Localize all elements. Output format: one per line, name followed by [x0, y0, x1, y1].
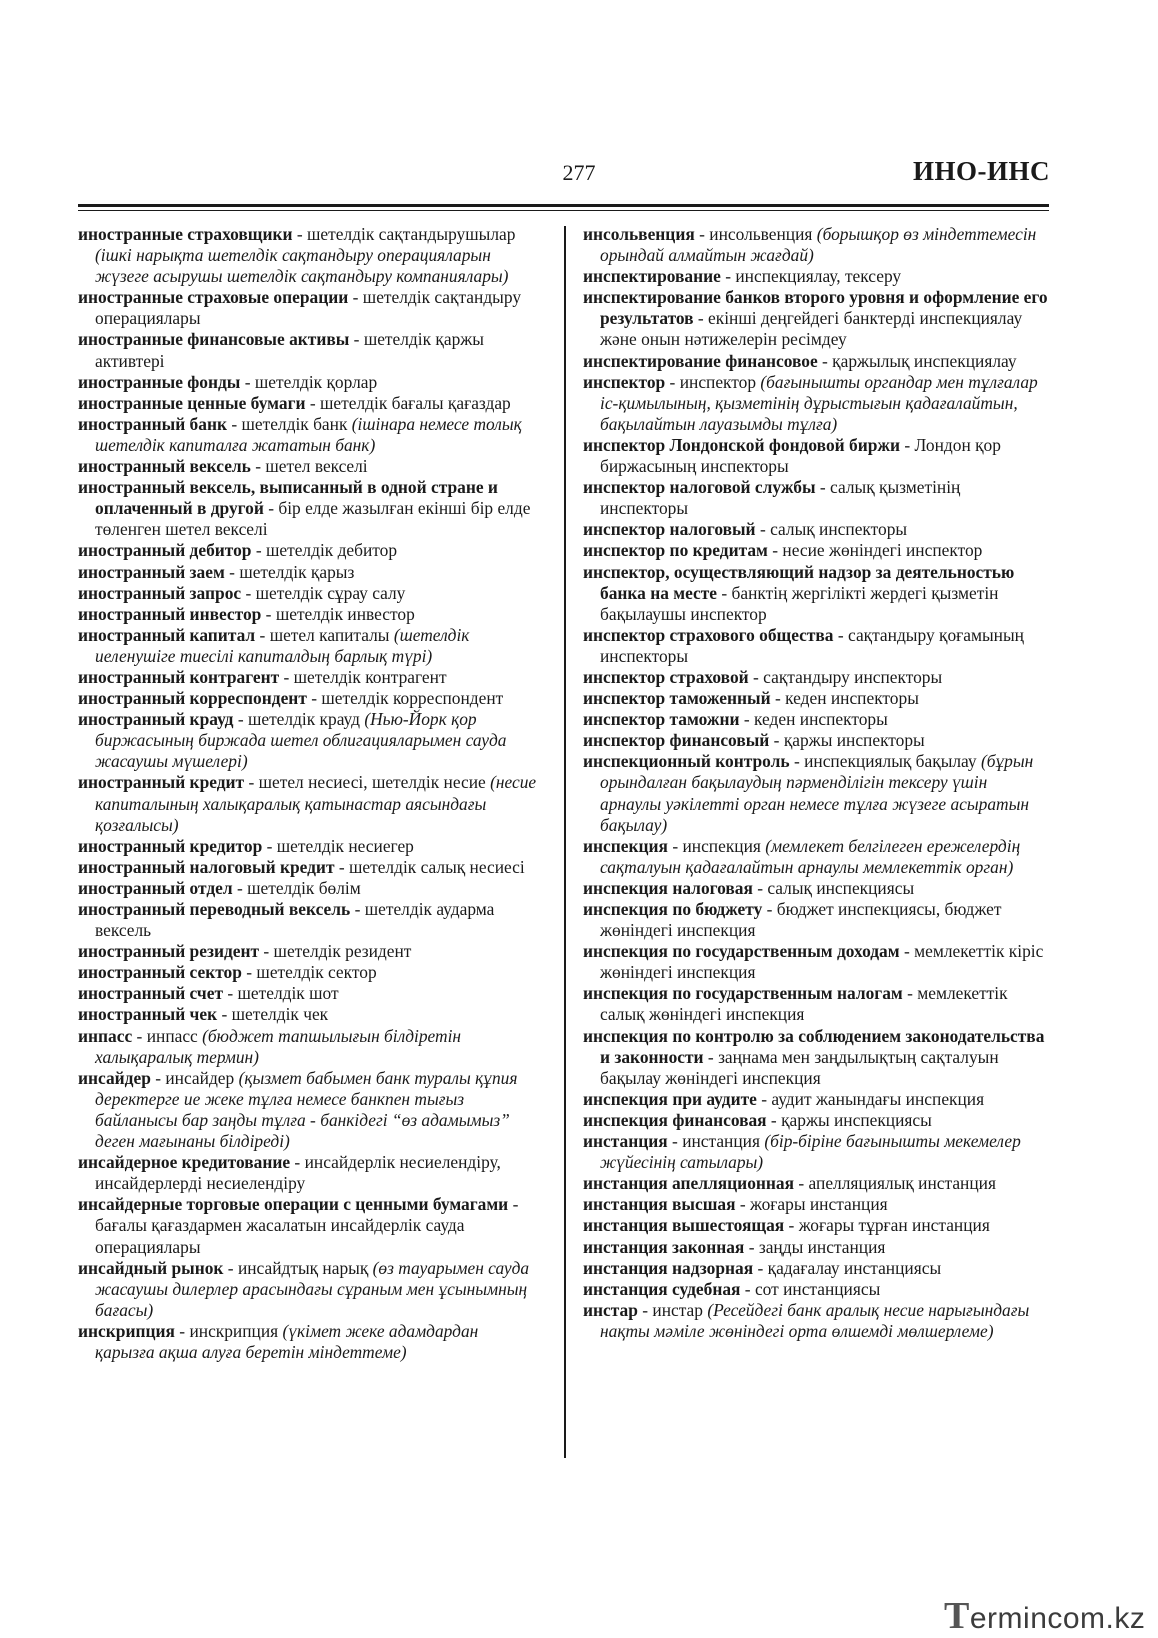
entry-term: иностранный сектор — [78, 962, 242, 983]
dictionary-entry — [78, 772, 542, 835]
entry-separator: - — [150, 1067, 166, 1088]
header-rule-thin — [78, 210, 1049, 211]
dictionary-entry — [78, 1068, 542, 1152]
entry-note: (үкімет жеке адамдардан қарызға ақша алуға беретін міндеттеме) — [95, 1320, 479, 1362]
entry-term: инспектирование — [583, 266, 721, 287]
entry-translation: шетелдік резидент — [273, 941, 412, 962]
entry-separator: - — [740, 1278, 755, 1299]
entry-separator: - — [784, 1215, 799, 1236]
entry-translation: шетелдік қорлар — [254, 371, 378, 392]
entry-separator: - — [241, 962, 257, 983]
entry-term: иностранный счет — [78, 983, 224, 1004]
dictionary-entry — [583, 709, 1049, 730]
entry-term: инсольвенция — [583, 224, 695, 244]
entry-separator: - — [667, 1131, 683, 1152]
entry-note: (Нью-Йорк қор биржасының биржада шетел облигацияларымен сауда жасаушы мүшелері) — [95, 709, 507, 772]
entry-separator: - — [902, 983, 918, 1004]
dictionary-entry — [583, 730, 1049, 751]
entry-separator: - — [753, 1257, 768, 1278]
entry-term: иностранный кредитор — [78, 835, 263, 856]
entry-separator: - — [223, 1257, 238, 1278]
entry-separator: - — [817, 350, 833, 371]
page-number: 277 — [562, 160, 596, 185]
dictionary-entry — [583, 688, 1049, 709]
entry-translation: шетелдік банк — [241, 413, 352, 434]
entry-translation: заңнама мен заңдылықтың сақталуын бақылау жөніндегі инспекция — [600, 1046, 999, 1088]
entry-separator: - — [767, 540, 783, 561]
entry-separator: - — [261, 603, 276, 624]
entry-separator: - — [665, 371, 680, 392]
dictionary-entry — [583, 625, 1049, 667]
dictionary-entry — [78, 224, 542, 287]
column-divider — [564, 226, 566, 1458]
entry-separator: - — [348, 287, 363, 308]
dictionary-entry — [78, 1004, 542, 1025]
entry-separator: - — [305, 392, 321, 413]
entry-translation: бюджет инспекциясы, бюджет жөніндегі инспекция — [600, 899, 1002, 941]
entry-separator: - — [637, 1299, 653, 1320]
dictionary-entry — [583, 899, 1049, 941]
entry-note: (ішкі нарықта шетелдік сақтандыру операцияларын жүзеге асырушы шетелдік сақтандыру компаниялары) — [95, 245, 509, 287]
entry-separator: - — [508, 1194, 519, 1215]
entry-translation: шетелдік бөлім — [247, 877, 361, 898]
entry-term: иностранные фонды — [78, 371, 241, 392]
entry-translation: шетелдік сақтандырушылар — [307, 224, 516, 244]
dictionary-entry — [78, 941, 542, 962]
entry-separator: - — [752, 877, 768, 898]
entry-term: иностранный отдел — [78, 877, 233, 898]
entry-translation: инстар — [652, 1299, 708, 1320]
entry-separator: - — [900, 434, 915, 455]
entry-term: инспектор налоговой службы — [583, 477, 816, 498]
entry-separator: - — [263, 498, 279, 519]
dictionary-entry — [583, 1258, 1049, 1279]
dictionary-entry — [78, 456, 542, 477]
entry-note: (қызмет бабымен банк туралы құпия деректерге ие жеке тұлға немесе банкпен тығыз байланысы бар заңды тұлға - банкідегі “өз адамымыз” деген мағынаны білдіреді) — [95, 1067, 518, 1152]
entry-term: инспекция при аудите — [583, 1088, 757, 1109]
entry-term: инспекция по государственным налогам — [583, 983, 903, 1004]
entry-translation: инпасс — [146, 1025, 203, 1046]
entry-translation: Лондон қор биржасының инспекторы — [600, 434, 1001, 477]
dictionary-entry — [583, 477, 1049, 519]
dictionary-entry — [583, 224, 1049, 266]
entry-separator: - — [769, 730, 784, 751]
entry-translation: салық қызметінің инспекторы — [600, 477, 961, 519]
entry-separator: - — [794, 1173, 809, 1194]
dictionary-entry — [78, 540, 542, 561]
entry-separator: - — [244, 772, 259, 793]
entry-term: иностранные страховщики — [78, 224, 293, 244]
dictionary-entry — [78, 983, 542, 1004]
dictionary-entry — [583, 1215, 1049, 1236]
entry-note: (шетелдік иеленушіге тиесілі капиталдың барлық түрі) — [95, 624, 470, 666]
entry-separator: - — [279, 666, 294, 687]
entry-translation: жоғары тұрған инстанция — [798, 1215, 990, 1236]
entry-separator: - — [899, 941, 915, 962]
entry-term: иностранный корреспондент — [78, 688, 307, 709]
entry-term: иностранный контрагент — [78, 666, 280, 687]
dictionary-entry — [583, 540, 1049, 561]
dictionary-entry — [78, 329, 542, 371]
dictionary-entry — [78, 287, 542, 329]
entry-note: (өз тауарымен сауда жасаушы дилерлер арасындағы сұраным мен ұсынымның бағасы) — [95, 1257, 530, 1320]
entry-translation: инсольвенция — [709, 224, 817, 244]
entry-term: иностранный крауд — [78, 709, 234, 730]
dictionary-entry — [78, 372, 542, 393]
entry-separator: - — [770, 688, 786, 709]
entry-term: инсайдерные торговые операции с ценными бумагами — [78, 1194, 509, 1215]
entry-translation: апелляциялық инстанция — [808, 1173, 996, 1194]
entry-translation: шетелдік қарыз — [239, 561, 355, 582]
entry-term: инспектор — [583, 371, 666, 392]
entry-separator: - — [766, 1109, 782, 1130]
dictionary-entry — [78, 562, 542, 583]
entry-term: инскрипция — [78, 1320, 175, 1341]
entry-term: инспектирование банков второго уровня и оформление его результатов — [583, 287, 1048, 329]
entry-translation: қадағалау инстанциясы — [767, 1257, 942, 1278]
entry-term: инспекция — [583, 835, 668, 856]
entry-term: инспектор налоговый — [583, 519, 756, 540]
entry-translation: инспекциялық бақылау — [804, 751, 981, 772]
dictionary-entry — [78, 857, 542, 878]
entry-separator: - — [762, 899, 777, 919]
entry-translation: екінші деңгейдегі банктерді инспекциялау және онын нәтижелерін ресімдеу — [600, 308, 1023, 350]
entry-note: (ішінара немесе толық шетелдік капиталға жататын банк) — [95, 413, 522, 455]
entry-separator: - — [739, 709, 755, 730]
entry-separator: - — [694, 224, 710, 244]
dictionary-entry — [583, 435, 1049, 477]
entry-term: инспектирование финансовое — [583, 350, 818, 371]
entry-separator: - — [259, 941, 274, 962]
dictionary-entry — [78, 1258, 542, 1321]
dictionary-entry — [583, 287, 1049, 350]
entry-note: (борышқор өз міндеттемесін орындай алмайтын жағдай) — [600, 224, 1037, 266]
entry-translation: инспектор — [679, 371, 761, 392]
entry-translation: бір елде жазылған екінші бір елде төленген шетел вексeлі — [95, 498, 531, 540]
entry-separator: - — [233, 709, 248, 730]
entry-translation: сот инстанциясы — [754, 1278, 881, 1299]
entry-term: инспектор финансовый — [583, 730, 770, 751]
entry-translation: шетелдік шот — [237, 983, 339, 1004]
entry-translation: шетелдік сектор — [256, 962, 377, 983]
entry-term: иностранный вексель — [78, 456, 251, 477]
entry-separator: - — [262, 835, 277, 856]
entry-separator: - — [744, 1236, 759, 1257]
entry-translation: инсайдтық нарық — [237, 1257, 373, 1278]
entry-translation: кеден инспекторы — [785, 688, 919, 709]
entry-translation: кеден инспекторы — [754, 709, 888, 730]
entry-translation: бағалы қағаздармен жасалатын инсайдерлік сауда операциялары — [95, 1215, 465, 1257]
entry-separator: - — [693, 308, 709, 329]
entry-separator: - — [241, 582, 256, 603]
entry-term: инспекция по государственным доходам — [583, 941, 900, 962]
entry-separator: - — [251, 540, 266, 561]
dictionary-entry — [583, 983, 1049, 1025]
entry-note: (бір-біріне бағынышты мекемелер жүйесінің сатылары) — [600, 1131, 1021, 1173]
entry-translation: инспекциялау, тексеру — [735, 266, 902, 287]
dictionary-entry — [583, 519, 1049, 540]
header-rule-thick — [78, 204, 1049, 207]
entry-term: иностранный кредит — [78, 772, 245, 793]
entry-term: инстар — [583, 1299, 638, 1320]
entry-term: иностранный вексель, выписанный в одной стране и оплаченный в другой — [78, 477, 498, 519]
entry-term: иностранный запрос — [78, 582, 242, 603]
dictionary-entry — [78, 688, 542, 709]
dictionary-entry — [78, 899, 542, 941]
entry-translation: заңды инстанция — [758, 1236, 886, 1257]
entry-translation: шетелдік бағалы қағаздар — [320, 392, 511, 413]
entry-term: инпасс — [78, 1025, 133, 1046]
entry-term: инстанция — [583, 1131, 668, 1152]
entry-term: иностранный налоговый кредит — [78, 856, 335, 877]
entry-term: иностранный заем — [78, 561, 225, 582]
entry-term: иностранный капитал — [78, 624, 256, 645]
entry-translation: жоғары инстанция — [750, 1194, 888, 1215]
entry-term: инсайдерное кредитование — [78, 1152, 291, 1173]
entry-separator: - — [755, 519, 771, 540]
entry-note: (бағынышты органдар мен тұлғалар іс-қимылының, қызметінің дұрыстығын қадағалайтын, бақылайтын лауазымды тұлға) — [600, 371, 1038, 434]
entry-term: инсайдный рынок — [78, 1257, 224, 1278]
left-column — [78, 224, 542, 1363]
entry-term: инспектор, осуществляющий надзор за деятельностью банка на месте — [583, 561, 1015, 603]
entry-separator: - — [250, 456, 266, 477]
entry-translation: шетелдік аударма вексель — [95, 899, 495, 941]
dictionary-entry — [78, 709, 542, 772]
entry-separator: - — [667, 835, 683, 856]
entry-translation: шетелдік несиегер — [276, 835, 414, 856]
entry-translation: қаржы инспекциясы — [781, 1109, 932, 1130]
entry-term: иностранные страховые операции — [78, 287, 349, 308]
dictionary-entry — [78, 667, 542, 688]
entry-term: инстанция вышестоящая — [583, 1215, 785, 1236]
dictionary-entry — [583, 1131, 1049, 1173]
entry-separator: - — [833, 624, 849, 645]
entry-note: (несие капиталының халықаралық қатынастар аясындағы қозғалысы) — [95, 772, 537, 835]
dictionary-entry — [583, 1279, 1049, 1300]
entry-note: (Ресейдегі банк аралық несие нарығындағы нақты мәміле жөніндегі орта өлшемді мөлшерлеме) — [600, 1299, 1030, 1341]
entry-separator: - — [292, 224, 308, 244]
entry-translation: сақтандыру инспекторы — [763, 666, 943, 687]
entry-term: инстанция надзорная — [583, 1257, 754, 1278]
dictionary-entry — [583, 1026, 1049, 1089]
entry-term: инстанция судебная — [583, 1278, 741, 1299]
entry-separator: - — [223, 983, 238, 1004]
entry-separator: - — [748, 666, 764, 687]
entry-translation: шетелдік салық несиесі — [349, 856, 525, 877]
entry-translation: салық инспекторы — [770, 519, 908, 540]
dictionary-entry — [78, 836, 542, 857]
dictionary-entry — [78, 1321, 542, 1363]
entry-separator: - — [815, 477, 831, 498]
site-watermark-logo: Termincom.kz — [944, 1595, 1146, 1637]
entry-term: инспекционный контроль — [583, 751, 790, 772]
entry-note: (мемлекет белгілеген ережелердің сақталуын қадағалайтын арнаулы мемлекеттік орган) — [600, 835, 1021, 877]
entry-term: инспектор таможни — [583, 709, 740, 730]
entry-term: иностранный дебитор — [78, 540, 252, 561]
dictionary-entry — [78, 583, 542, 604]
entry-translation: инстанция — [682, 1131, 765, 1152]
dictionary-entry — [78, 1026, 542, 1068]
entry-separator: - — [224, 561, 240, 582]
entry-translation: инскрипция — [189, 1320, 283, 1341]
entry-translation: инспекция — [682, 835, 766, 856]
entry-term: инспектор страхового общества — [583, 624, 834, 645]
entry-term: иностранные финансовые активы — [78, 329, 350, 350]
entry-translation: инсайдер — [165, 1067, 239, 1088]
entry-term: инспекция налоговая — [583, 877, 753, 898]
dictionary-entry — [78, 393, 542, 414]
entry-separator: - — [334, 856, 349, 877]
dictionary-entry — [583, 562, 1049, 625]
entry-translation: шетел несиесі, шетелдік несие — [258, 772, 491, 793]
running-head: ИНО-ИНС — [913, 156, 1050, 186]
entry-separator: - — [717, 582, 732, 603]
entry-term: инспектор Лондонской фондовой биржи — [583, 434, 901, 455]
dictionary-entry — [583, 1300, 1049, 1342]
entry-term: инспекция по бюджету — [583, 899, 763, 919]
entry-translation: шетел капиталы — [269, 624, 394, 645]
dictionary-entry — [583, 1110, 1049, 1131]
entry-separator: - — [174, 1320, 190, 1341]
dictionary-entry — [583, 878, 1049, 899]
entry-term: иностранный резидент — [78, 941, 260, 962]
entry-translation: шетел вексeлі — [265, 456, 368, 477]
entry-translation: қаржы инспекторы — [783, 730, 925, 751]
entry-separator: - — [255, 624, 270, 645]
entry-translation: шетелдік инвестор — [275, 603, 415, 624]
entry-term: инстанция высшая — [583, 1194, 736, 1215]
dictionary-entry — [583, 1089, 1049, 1110]
entry-translation: инсайдерлік несиелендіру, инсайдерлерді несиелендіру — [95, 1152, 501, 1194]
entry-separator: - — [720, 266, 736, 287]
dictionary-entry — [78, 604, 542, 625]
entry-term: инспекция финансовая — [583, 1109, 767, 1130]
dictionary-entry — [78, 414, 542, 456]
entry-term: иностранный банк — [78, 413, 227, 434]
entry-translation: мемлекеттік салық жөніндегі инспекция — [600, 983, 1008, 1025]
dictionary-entry — [583, 836, 1049, 878]
entry-term: инстанция законная — [583, 1236, 745, 1257]
entry-separator: - — [789, 751, 805, 772]
dictionary-entry — [583, 941, 1049, 983]
entry-translation: аудит жанындағы инспекция — [771, 1088, 985, 1109]
entry-translation: несие жөніндегі инспектор — [782, 540, 983, 561]
entry-term: инспектор страховой — [583, 666, 749, 687]
entry-translation: мемлекеттік кіріс жөніндегі инспекция — [600, 941, 1044, 983]
entry-translation: қаржылық инспекциялау — [832, 350, 1017, 371]
entry-separator: - — [132, 1025, 147, 1046]
dictionary-entry — [583, 1173, 1049, 1194]
entry-translation: шетелдік чек — [231, 1004, 329, 1025]
entry-term: иностранный чек — [78, 1004, 218, 1025]
entry-note: (бұрын орындалған бақылаудың пәрменділігін тексеру үшін арнаулы уәкілетті орган немесе тұлға жүзеге асыратын бақылау) — [600, 751, 1034, 835]
entry-term: иностранный переводный вексель — [78, 899, 351, 919]
entry-translation: шетелдік дебитор — [265, 540, 398, 561]
entry-translation: шетелдік контрагент — [293, 666, 447, 687]
dictionary-entry — [583, 1237, 1049, 1258]
entry-term: инстанция апелляционная — [583, 1173, 795, 1194]
entry-term: иностранный инвестор — [78, 603, 262, 624]
entry-term: инспектор по кредитам — [583, 540, 768, 561]
entry-translation: шетелдік сұрау салу — [255, 582, 406, 603]
entry-term: инсайдер — [78, 1067, 151, 1088]
dictionary-entry — [583, 372, 1049, 435]
entry-translation: шетелдік қаржы активтері — [95, 329, 484, 371]
dictionary-entry — [583, 351, 1049, 372]
entry-translation: салық инспекциясы — [767, 877, 915, 898]
dictionary-entry — [78, 1194, 542, 1257]
dictionary-entry — [583, 1194, 1049, 1215]
dictionary-entry — [78, 878, 542, 899]
entry-translation: банктің жергілікті жердегі қызметін бақылаушы инспектор — [600, 582, 999, 624]
dictionary-entry — [78, 962, 542, 983]
entry-separator: - — [756, 1088, 772, 1109]
entry-term: инспекция по контролю за соблюдением законодательства и законности — [583, 1025, 1045, 1067]
entry-separator: - — [306, 688, 322, 709]
dictionary-entry — [583, 266, 1049, 287]
entry-translation: шетелдік корреспондент — [321, 688, 504, 709]
entry-translation: шетелдік сақтандыру операциялары — [95, 287, 522, 329]
entry-translation: шетелдік крауд — [247, 709, 365, 730]
dictionary-entry — [78, 625, 542, 667]
entry-term: инспектор таможенный — [583, 688, 771, 709]
entry-separator: - — [217, 1004, 232, 1025]
dictionary-entry — [583, 667, 1049, 688]
dictionary-entry — [78, 477, 542, 540]
entry-note: (бюджет тапшылығын білдіретін халықаралық термин) — [95, 1025, 462, 1067]
entry-term: иностранные ценные бумаги — [78, 392, 306, 413]
entry-separator: - — [350, 899, 365, 919]
entry-separator: - — [735, 1194, 750, 1215]
entry-separator: - — [290, 1152, 305, 1173]
entry-separator: - — [349, 329, 364, 350]
entry-separator: - — [240, 371, 255, 392]
right-column — [583, 224, 1049, 1342]
entry-separator: - — [703, 1046, 719, 1067]
entry-separator: - — [232, 877, 248, 898]
dictionary-entry — [583, 751, 1049, 835]
dictionary-entry — [78, 1152, 542, 1194]
entry-translation: сақтандыру қоғамының инспекторы — [600, 624, 1024, 666]
entry-separator: - — [227, 413, 242, 434]
